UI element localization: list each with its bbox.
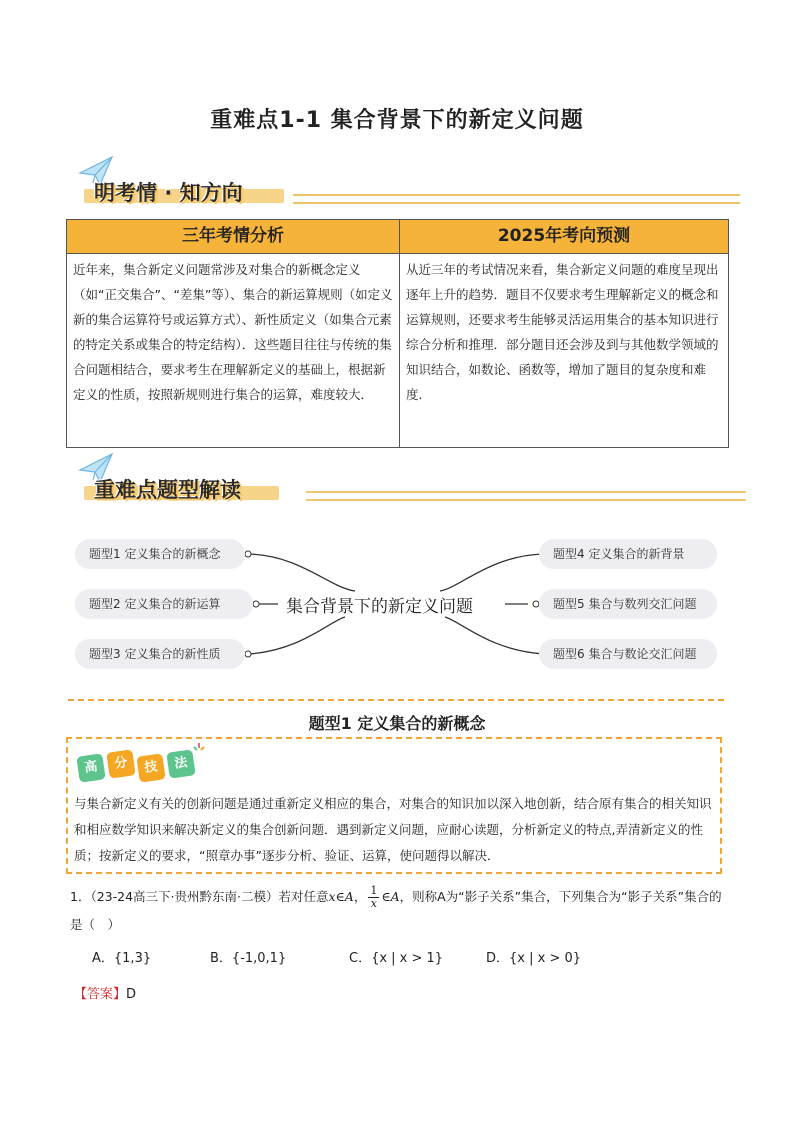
banner-exam-analysis-label: 明考情 · 知方向 bbox=[94, 181, 243, 205]
mind-map-node: 题型6 集合与数论交汇问题 bbox=[539, 639, 717, 669]
table-header: 2025年考向预测 bbox=[400, 220, 729, 254]
question-condition: ∈A bbox=[381, 889, 400, 904]
question-prefix: 1．（23-24高三下·贵州黔东南·二模）若对任意 bbox=[70, 889, 329, 904]
mind-map-node: 题型4 定义集合的新背景 bbox=[539, 539, 717, 569]
mind-map-node: 题型5 集合与数列交汇问题 bbox=[539, 589, 717, 619]
analysis-table bbox=[66, 219, 729, 448]
fraction bbox=[368, 885, 379, 910]
badge: 技 bbox=[136, 753, 165, 782]
banner-exam-analysis bbox=[78, 163, 743, 205]
table-cell-analysis: 近年来，集合新定义问题常涉及对集合的新概念定义（如“正交集合”、“差集”等）、集合的新运算规则（如定义新的集合运算符号或运算方式）、新性质定义（如集合元素的特定关系或集合的特定结构）．这些题目往往与传统的集合问题相结合，要求考生在理解新定义的基础上，根据新定义的性质，按照新规则进行集合的运算，难度较大． bbox=[67, 254, 400, 448]
option-b: B．{-1,0,1} bbox=[210, 951, 287, 966]
mind-map-node: 题型3 定义集合的新性质 bbox=[75, 639, 245, 669]
table-header: 三年考情分析 bbox=[67, 220, 400, 254]
method-box bbox=[66, 737, 722, 874]
table-cell-prediction: 从近三年的考试情况来看，集合新定义问题的难度呈现出逐年上升的趋势．题目不仅要求考生理解新定义的概念和运算规则，还要求考生能够灵活运用集合的基本知识进行综合分析和推理．部分题目还会涉及到与其他数学领域的知识结合，如数论、函数等，增加了题目的复杂度和难度． bbox=[400, 254, 729, 448]
divider bbox=[306, 491, 746, 501]
mind-map-center: 集合背景下的新定义问题 bbox=[286, 597, 473, 617]
sparkle-icon bbox=[192, 743, 206, 757]
question-suffix: ，则称A为“影子关系”集合，下列集合为“影子关系”集合的是（ ） bbox=[70, 889, 722, 932]
question-1: 1．（23-24高三下·贵州黔东南·二模）若对任意x∈A， $\frac{1}{x}$ ∈A，则称A为“影子关系”集合，下列集合为“影子关系”集合的是（ ） bbox=[70, 884, 722, 932]
banner-question-types bbox=[78, 460, 748, 502]
option-d: D．{x | x > 0} bbox=[486, 951, 582, 966]
answer-tag: 【答案】 bbox=[74, 987, 127, 1002]
question-condition: x∈A bbox=[328, 889, 354, 904]
fraction-denominator: x bbox=[370, 897, 377, 910]
option-a: A．{1,3} bbox=[92, 951, 152, 966]
mind-map-node: 题型2 定义集合的新运算 bbox=[75, 589, 253, 619]
mind-map-node: 题型1 定义集合的新概念 bbox=[75, 539, 245, 569]
fraction-numerator: 1 bbox=[370, 884, 378, 897]
section-divider bbox=[68, 699, 724, 701]
answer bbox=[74, 983, 136, 1002]
answer-value: D bbox=[126, 987, 137, 1002]
badge: 分 bbox=[106, 749, 135, 778]
method-text: 与集合新定义有关的创新问题是通过重新定义相应的集合，对集合的知识加以深入地创新，结合原有集合的相关知识和相应数学知识来解决新定义的集合创新问题．遇到新定义问题，应耐心读题，分析新定义的特点,弄清新定义的性质；按新定义的要求，“照章办事”逐步分析、验证、运算，使问题得以解决． bbox=[74, 796, 712, 863]
divider bbox=[293, 194, 740, 204]
section-title: 题型1 定义集合的新概念 bbox=[308, 714, 486, 733]
option-c: C．{x | x > 1} bbox=[349, 951, 444, 966]
mind-map bbox=[0, 533, 794, 678]
badge: 高 bbox=[76, 753, 105, 782]
banner-question-types-label: 重难点题型解读 bbox=[94, 478, 241, 502]
badge: 法 bbox=[166, 749, 195, 778]
page-title: 重难点1-1 集合背景下的新定义问题 bbox=[210, 108, 584, 133]
